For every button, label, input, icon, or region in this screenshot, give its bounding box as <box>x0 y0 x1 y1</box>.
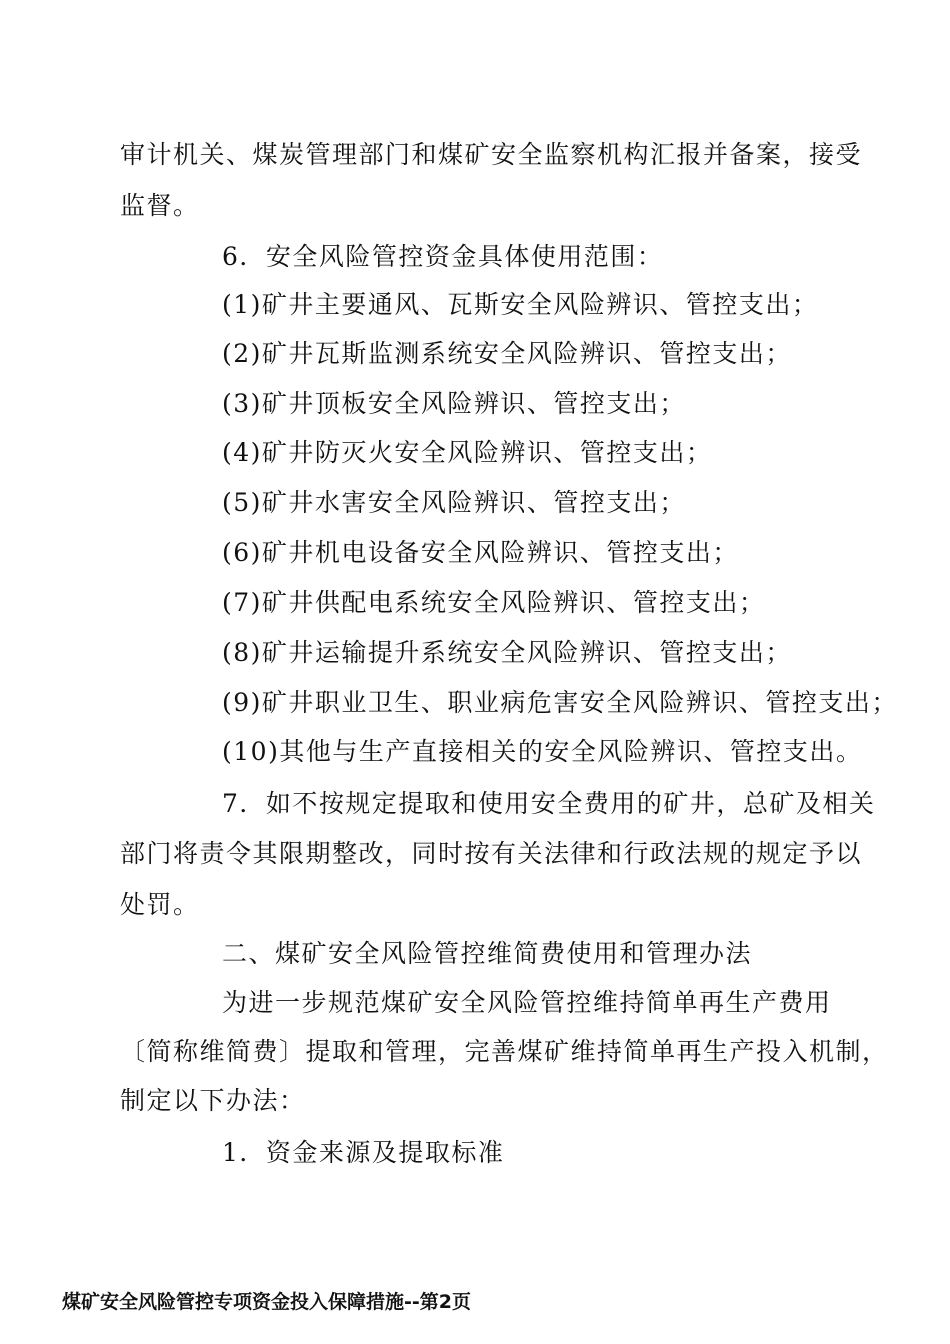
paragraph-line: 审计机关、煤炭管理部门和煤矿安全监察机构汇报并备案，接受 <box>120 140 863 169</box>
list-item: (3)矿井顶板安全风险辨识、管控支出； <box>222 389 686 418</box>
list-item: (5)矿井水害安全风险辨识、管控支出； <box>222 488 686 517</box>
paragraph-line: 〔简称维简费〕提取和管理，完善煤矿维持简单再生产投入机制， <box>120 1037 889 1066</box>
list-item: (7)矿井供配电系统安全风险辨识、管控支出； <box>222 588 766 617</box>
section-item-7: 7．如不按规定提取和使用安全费用的矿井，总矿及相关 <box>222 789 876 818</box>
list-item: (2)矿井瓦斯监测系统安全风险辨识、管控支出； <box>222 339 792 368</box>
list-item: (1)矿井主要通风、瓦斯安全风险辨识、管控支出； <box>222 290 819 319</box>
list-item: (8)矿井运输提升系统安全风险辨识、管控支出； <box>222 638 792 667</box>
paragraph-line: 部门将责令其限期整改，同时按有关法律和行政法规的规定予以 <box>120 839 863 868</box>
list-item: (10)其他与生产直接相关的安全风险辨识、管控支出。 <box>222 737 863 766</box>
paragraph-line: 监督。 <box>120 191 200 220</box>
page-footer: 煤矿安全风险管控专项资金投入保障措施--第2页 <box>62 1291 471 1313</box>
paragraph-line: 制定以下办法： <box>120 1086 306 1115</box>
section-item-6: 6．安全风险管控资金具体使用范围： <box>222 242 664 271</box>
list-item: (9)矿井职业卫生、职业病危害安全风险辨识、管控支出； <box>222 688 898 717</box>
subsection-heading: 1．资金来源及提取标准 <box>222 1138 505 1167</box>
section-heading: 二、煤矿安全风险管控维简费使用和管理办法 <box>222 939 753 968</box>
paragraph-line: 为进一步规范煤矿安全风险管控维持简单再生产费用 <box>222 988 832 1017</box>
list-item: (6)矿井机电设备安全风险辨识、管控支出； <box>222 538 739 567</box>
list-item: (4)矿井防灭火安全风险辨识、管控支出； <box>222 438 713 467</box>
paragraph-line: 处罚。 <box>120 890 200 919</box>
